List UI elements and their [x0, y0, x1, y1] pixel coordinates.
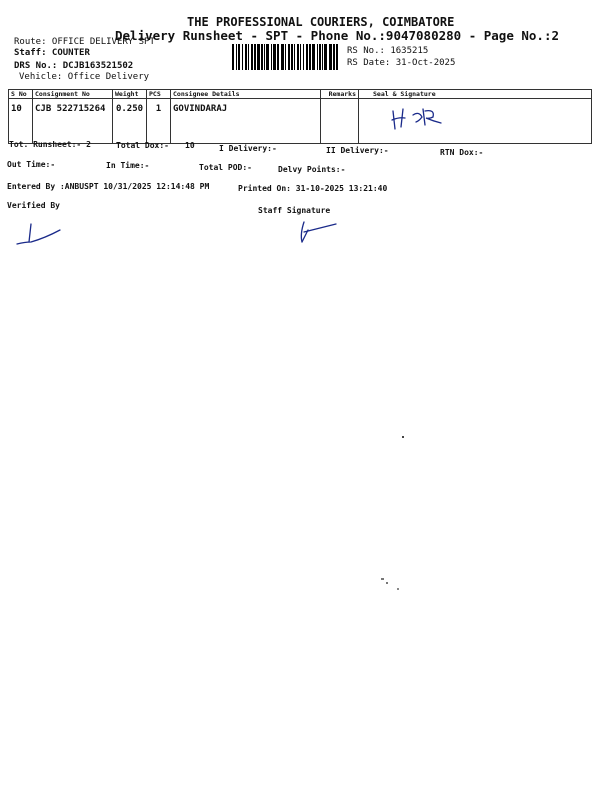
header-weight: Weight	[113, 90, 147, 99]
ii-delivery: II Delivery:-	[326, 146, 389, 155]
cell-seal-signature	[359, 99, 592, 144]
barcode-icon	[232, 44, 342, 70]
verified-by-label: Verified By	[7, 201, 60, 210]
cell-weight: 0.250	[113, 99, 147, 144]
runsheet-table	[8, 89, 592, 144]
scan-speck	[381, 578, 384, 580]
cell-consignment: CJB 522715264	[33, 99, 113, 144]
total-pod: Total POD:-	[199, 163, 252, 172]
entered-by: Entered By :ANBUSPT 10/31/2025 12:14:48 PM	[7, 182, 210, 191]
table-header-row	[9, 90, 592, 99]
staff-label: Staff: COUNTER	[14, 48, 90, 58]
cell-remarks	[321, 99, 359, 144]
header-sno: S No	[9, 90, 33, 99]
header-remarks: Remarks	[321, 90, 359, 99]
drs-number: DRS No.: DCJB163521502	[14, 61, 134, 71]
out-time: Out Time:-	[7, 160, 56, 169]
scan-speck	[397, 588, 399, 590]
header-consignment-no: Consignment No	[33, 90, 113, 99]
scan-speck	[386, 582, 388, 584]
header-consignee-details: Consignee Details	[171, 90, 321, 99]
rs-date: RS Date: 31-Oct-2025	[347, 58, 456, 68]
staff-signature-label: Staff Signature	[258, 206, 331, 215]
scan-speck	[402, 436, 404, 438]
rs-number: RS No.: 1635215	[347, 46, 429, 56]
table-row	[9, 99, 592, 144]
header-pcs: PCS	[147, 90, 171, 99]
company-title: THE PROFESSIONAL COURIERS, COIMBATORE	[187, 15, 455, 29]
staff-signature-icon	[296, 218, 346, 248]
total-dox-value: 10	[185, 141, 195, 150]
delvy-points: Delvy Points:-	[278, 165, 346, 174]
header-seal-signature: Seal & Signature	[359, 90, 592, 99]
cell-sno: 10	[9, 99, 33, 144]
handwritten-signature-icon	[389, 105, 459, 133]
rtn-dox: RTN Dox:-	[440, 148, 484, 157]
cell-consignee: GOVINDARAJ	[171, 99, 321, 144]
verifier-signature-icon	[15, 220, 65, 250]
tot-runsheet: Tot. Runsheet:- 2	[9, 140, 91, 149]
route-label: Route: OFFICE DELIVERY SPT	[14, 37, 155, 47]
printed-on: Printed On: 31-10-2025 13:21:40	[238, 184, 388, 193]
in-time: In Time:-	[106, 161, 150, 170]
i-delivery: I Delivery:-	[219, 144, 277, 153]
cell-pcs: 1	[147, 99, 171, 144]
runsheet-subtitle: Delivery Runsheet - SPT - Phone No.:9047080280 - Page No.:2	[115, 28, 560, 43]
total-dox-label: Total Dox:-	[116, 141, 169, 150]
vehicle-label: Vehicle: Office Delivery	[19, 72, 150, 82]
